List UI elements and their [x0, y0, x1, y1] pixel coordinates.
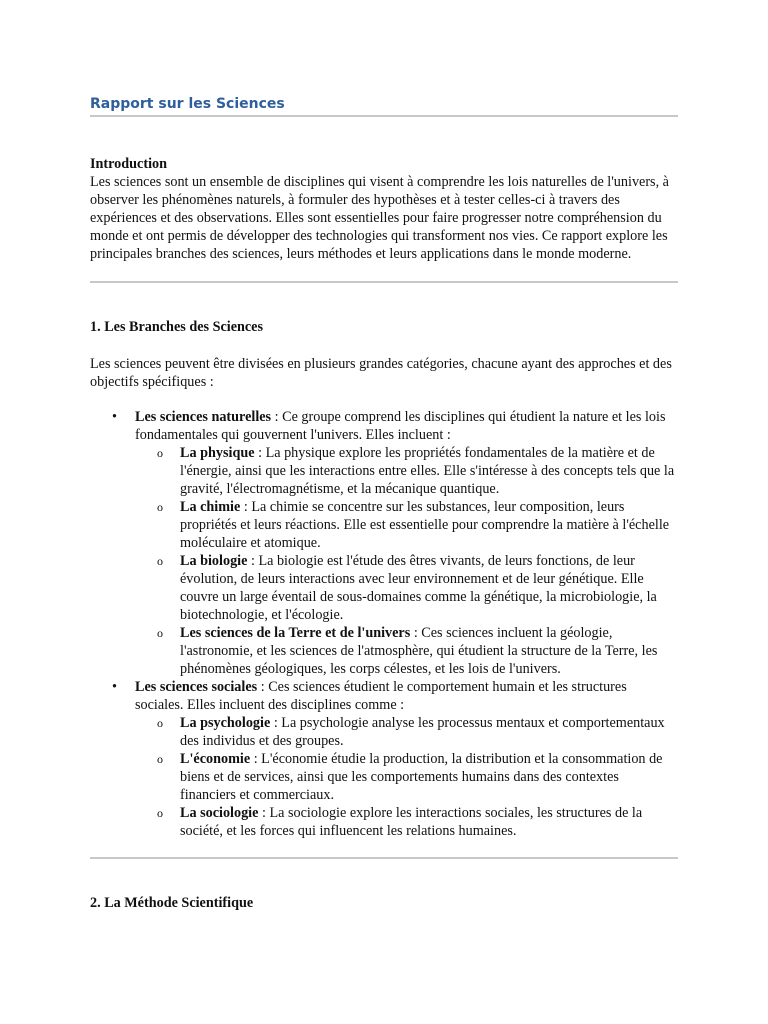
circle-bullet-icon: o: [157, 626, 163, 640]
list-item-economics: [135, 750, 678, 804]
list-item-term: La sociologie: [180, 805, 259, 821]
list-item-biology: [135, 552, 678, 624]
sub-list: [135, 444, 678, 678]
list-item-earth-sciences: [135, 624, 678, 678]
list-item-term: La biologie: [180, 553, 248, 569]
bullet-icon: •: [112, 679, 117, 695]
circle-bullet-icon: o: [157, 752, 163, 766]
list-item-text: : Ces sciences étudient le comportement humain et les structures sociales. Elles incluent des disciplines comme :: [135, 679, 627, 713]
branches-list: [90, 408, 678, 840]
list-item-term: Les sciences de la Terre et de l'univers: [180, 625, 411, 641]
circle-bullet-icon: o: [157, 446, 163, 460]
list-item-text: : La chimie se concentre sur les substances, leur composition, leurs propriétés et leurs réactions. Elle est essentielle pour comprendre la matière à l'échelle moléculaire et atomique.: [180, 499, 670, 551]
list-item-text: : L'économie étudie la production, la distribution et la consommation de biens et de services, ainsi que les comportements humains dans des contextes financiers et commerciaux.: [180, 751, 663, 803]
document-title: Rapport sur les Sciences: [90, 96, 285, 112]
list-item-psychology: [135, 714, 678, 750]
bullet-icon: •: [112, 409, 117, 425]
intro-paragraph: Les sciences sont un ensemble de disciplines qui visent à comprendre les lois naturelles de l'univers, à observer les phénomènes naturels, à formuler des hypothèses et à tester celles-ci à travers des expériences et des observations. Elles sont essentielles pour faire progresser notre compréhension du monde et ont permis de développer des technologies qui transforment nos vies. Ce rapport explore les principales branches des sciences, leurs méthodes et leurs applications dans le monde moderne.: [90, 174, 669, 262]
section-1-heading: 1. Les Branches des Sciences: [90, 319, 264, 335]
document-page: [90, 94, 678, 912]
title-divider: [90, 115, 678, 117]
section-2-heading: 2. La Méthode Scientifique: [90, 895, 254, 911]
list-item-term: Les sciences sociales: [135, 679, 258, 695]
circle-bullet-icon: o: [157, 500, 163, 514]
circle-bullet-icon: o: [157, 554, 163, 568]
list-item-chemistry: [135, 498, 678, 552]
list-item-text: : La sociologie explore les interactions sociales, les structures de la société, et les forces qui influencent les relations humaines.: [180, 805, 643, 839]
list-item-term: La chimie: [180, 499, 241, 515]
circle-bullet-icon: o: [157, 806, 163, 820]
list-item-text: : Ce groupe comprend les disciplines qui étudient la nature et les lois fondamentales qui gouvernent l'univers. Elles incluent :: [135, 409, 666, 443]
list-item-term: La physique: [180, 445, 255, 461]
section-divider: [90, 281, 678, 283]
section-1-intro: Les sciences peuvent être divisées en plusieurs grandes catégories, chacune ayant des approches et des objectifs spécifiques :: [90, 356, 672, 390]
list-item-term: L'économie: [180, 751, 251, 767]
circle-bullet-icon: o: [157, 716, 163, 730]
sub-list: [135, 714, 678, 840]
section-divider: [90, 857, 678, 859]
intro-heading: Introduction: [90, 156, 167, 172]
list-item-text: : La physique explore les propriétés fondamentales de la matière et de l'énergie, ainsi que les interactions entre elles. Elle s'intéresse à des concepts tels que la gravité, l'électromagnétisme, et la mécanique quantique.: [180, 445, 675, 497]
list-item-term: Les sciences naturelles: [135, 409, 272, 425]
list-item-text: : Ces sciences incluent la géologie, l'astronomie, et les sciences de l'atmosphère, qui étudient la structure de la Terre, les phénomènes géologiques, les corps célestes, et les lois de l'univers.: [180, 625, 658, 677]
list-item-text: : La biologie est l'étude des êtres vivants, de leurs fonctions, de leur évolution, de leurs interactions avec leur environnement et de leur génétique. Elle couvre un large éventail de sous-domaines comme la génétique, la microbiologie, la biotechnologie, et l'écologie.: [180, 553, 657, 623]
list-item-sociology: [135, 804, 678, 840]
list-item-social-sciences: [90, 678, 678, 840]
list-item-term: La psychologie: [180, 715, 271, 731]
list-item-physics: [135, 444, 678, 498]
list-item-text: : La psychologie analyse les processus mentaux et comportementaux des individus et des groupes.: [180, 715, 665, 749]
list-item-natural-sciences: [90, 408, 678, 678]
